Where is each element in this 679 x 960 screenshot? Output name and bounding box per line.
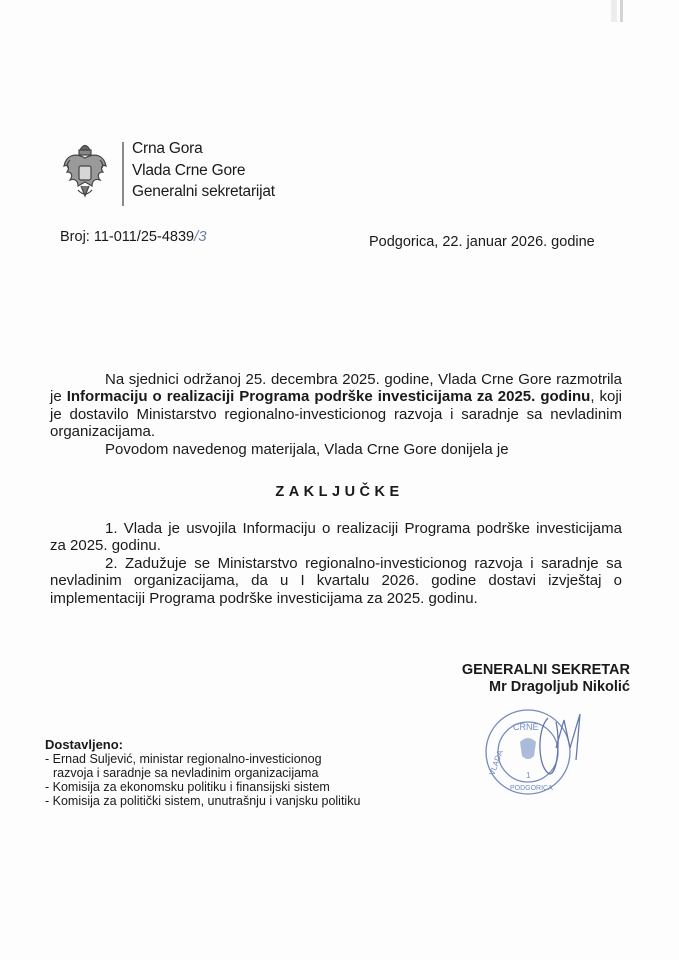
signature-block bbox=[400, 662, 630, 695]
svg-text:PODGORICA: PODGORICA bbox=[510, 785, 553, 792]
svg-text:1: 1 bbox=[526, 771, 531, 780]
country-name: Crna Gora bbox=[132, 140, 203, 157]
svg-text:VLADA: VLADA bbox=[487, 748, 505, 777]
distribution-item: razvoja i saradnje sa nevladinim organizacijama bbox=[53, 766, 319, 780]
material-title: Informaciju o realizaciji Programa podrške investicijama za 2025. godinu bbox=[66, 388, 591, 406]
conclusions-list bbox=[50, 520, 622, 607]
government-name: Vlada Crne Gore bbox=[132, 161, 246, 179]
montenegro-coat-of-arms-icon bbox=[60, 138, 110, 208]
conclusion-item: 2. Zadužuje se Ministarstvo regionalno-investicionog razvoja i saradnje sa nevladinim organizacijama, da u I kvartalu 2026. godine dostavi izvještaj o implementaciji Programa podrške investicijama za 2025. godinu. bbox=[50, 554, 622, 607]
department-name: Generalni sekretarijat bbox=[132, 183, 275, 200]
svg-text:CRNE: CRNE bbox=[513, 722, 539, 732]
reference-label: Broj: 11-011/25-4839 bbox=[60, 229, 195, 245]
decision-paragraph: Povodom navedenog materijala, Vlada Crne Gore donijela je bbox=[105, 440, 509, 458]
distribution-item: - Komisija za ekonomsku politiku i finansijski sistem bbox=[45, 780, 330, 794]
letterhead-divider bbox=[122, 142, 124, 206]
document-body bbox=[50, 371, 622, 458]
scan-artifact bbox=[620, 0, 623, 22]
reference-number bbox=[60, 228, 207, 245]
document-date: Podgorica, 22. januar 2026. godine bbox=[369, 234, 595, 250]
distribution-item: - Ernad Suljević, ministar regionalno-investicionog bbox=[45, 752, 322, 766]
intro-text: Na sjednici održanoj 25. decembra 2025. godine, Vlada Crne Gore razmotrila je bbox=[50, 371, 622, 406]
signatory-name: Mr Dragoljub Nikolić bbox=[489, 678, 630, 695]
conclusion-item: 1. Vlada je usvojila Informaciju o realizaciji Programa podrške investicijama za 2025. godinu. bbox=[50, 520, 622, 555]
signatory-title: GENERALNI SEKRETAR bbox=[461, 662, 630, 678]
scan-artifact bbox=[611, 0, 617, 22]
intro-text-continued: , koji je dostavilo Ministarstvo regionalno-investicionog razvoja i saradnje sa nevladinim organizacijama. bbox=[50, 388, 623, 441]
distribution-title: Dostavljeno: bbox=[45, 737, 124, 752]
distribution-list bbox=[45, 738, 360, 808]
conclusions-heading: ZAKLJUČKE bbox=[275, 484, 404, 500]
intro-paragraph bbox=[50, 371, 622, 441]
distribution-item: - Komisija za politički sistem, unutrašnju i vanjsku politiku bbox=[45, 794, 361, 808]
handwritten-suffix: /3 bbox=[194, 228, 207, 245]
official-stamp-icon bbox=[480, 700, 590, 800]
